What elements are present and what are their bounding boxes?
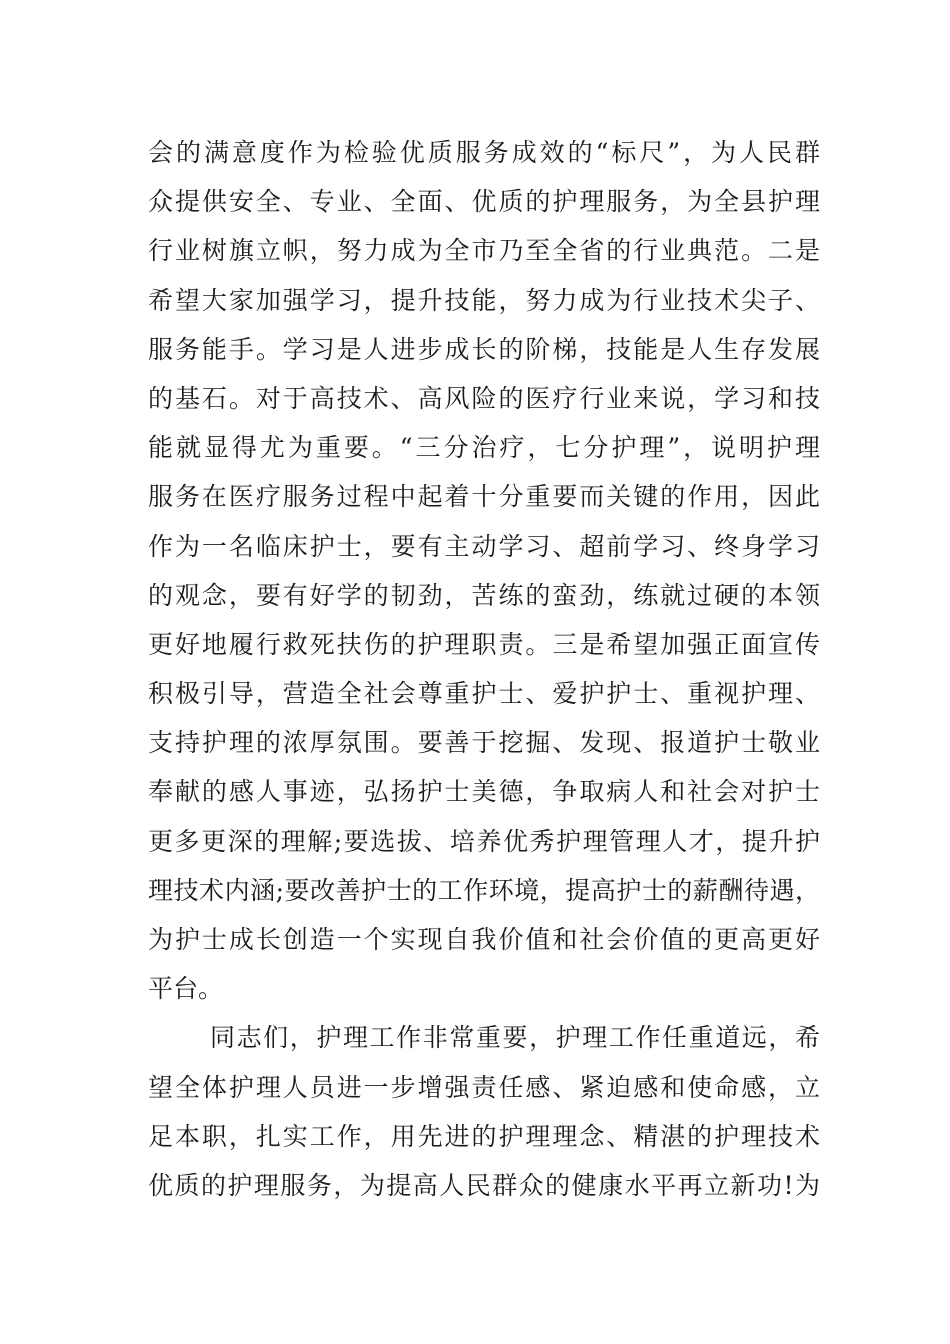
text-line: 更好地履行救死扶伤的护理职责。三是希望加强正面宣传 — [148, 629, 820, 659]
text-line: 希望大家加强学习，提升技能，努力成为行业技术尖子、 — [148, 285, 820, 315]
text-line: 理技术内涵;要改善护士的工作环境，提高护士的薪酬待遇， — [148, 875, 820, 905]
text-line: 更多更深的理解;要选拔、培养优秀护理管理人才，提升护 — [148, 826, 820, 856]
text-line: 服务在医疗服务过程中起着十分重要而关键的作用，因此 — [148, 482, 820, 512]
text-line: 望全体护理人员进一步增强责任感、紧迫感和使命感，立 — [148, 1072, 820, 1102]
text-line: 同志们，护理工作非常重要，护理工作任重道远，希 — [210, 1023, 820, 1053]
text-line: 众提供安全、专业、全面、优质的护理服务，为全县护理 — [148, 187, 820, 217]
text-line: 的基石。对于高技术、高风险的医疗行业来说，学习和技 — [148, 383, 820, 413]
text-line: 奉献的感人事迹，弘扬护士美德，争取病人和社会对护士 — [148, 777, 820, 807]
text-line: 足本职，扎实工作，用先进的护理理念、精湛的护理技术 — [148, 1121, 820, 1151]
text-line: 为护士成长创造一个实现自我价值和社会价值的更高更好 — [148, 925, 820, 954]
text-line: 会的满意度作为检验优质服务成效的“标尺”，为人民群 — [148, 138, 820, 167]
text-line: 服务能手。学习是人进步成长的阶梯，技能是人生存发展 — [148, 334, 820, 364]
text-line: 能就显得尤为重要。“三分治疗，七分护理”，说明护理 — [148, 433, 820, 463]
text-line: 积极引导，营造全社会尊重护士、爱护护士、重视护理、 — [148, 679, 820, 709]
body-text — [148, 128, 820, 1210]
text-line: 平台。 — [148, 974, 224, 1004]
text-line: 行业树旗立帜，努力成为全市乃至全省的行业典范。二是 — [148, 236, 820, 266]
text-line: 优质的护理服务，为提高人民群众的健康水平再立新功!为 — [148, 1170, 820, 1200]
text-line: 的观念，要有好学的韧劲，苦练的蛮劲，练就过硬的本领 — [148, 580, 820, 610]
text-line: 支持护理的浓厚氛围。要善于挖掘、发现、报道护士敬业 — [148, 728, 820, 758]
paragraph-2 — [148, 1013, 820, 1210]
paragraph-1 — [148, 128, 820, 1013]
text-line: 作为一名临床护士，要有主动学习、超前学习、终身学习 — [148, 531, 820, 561]
